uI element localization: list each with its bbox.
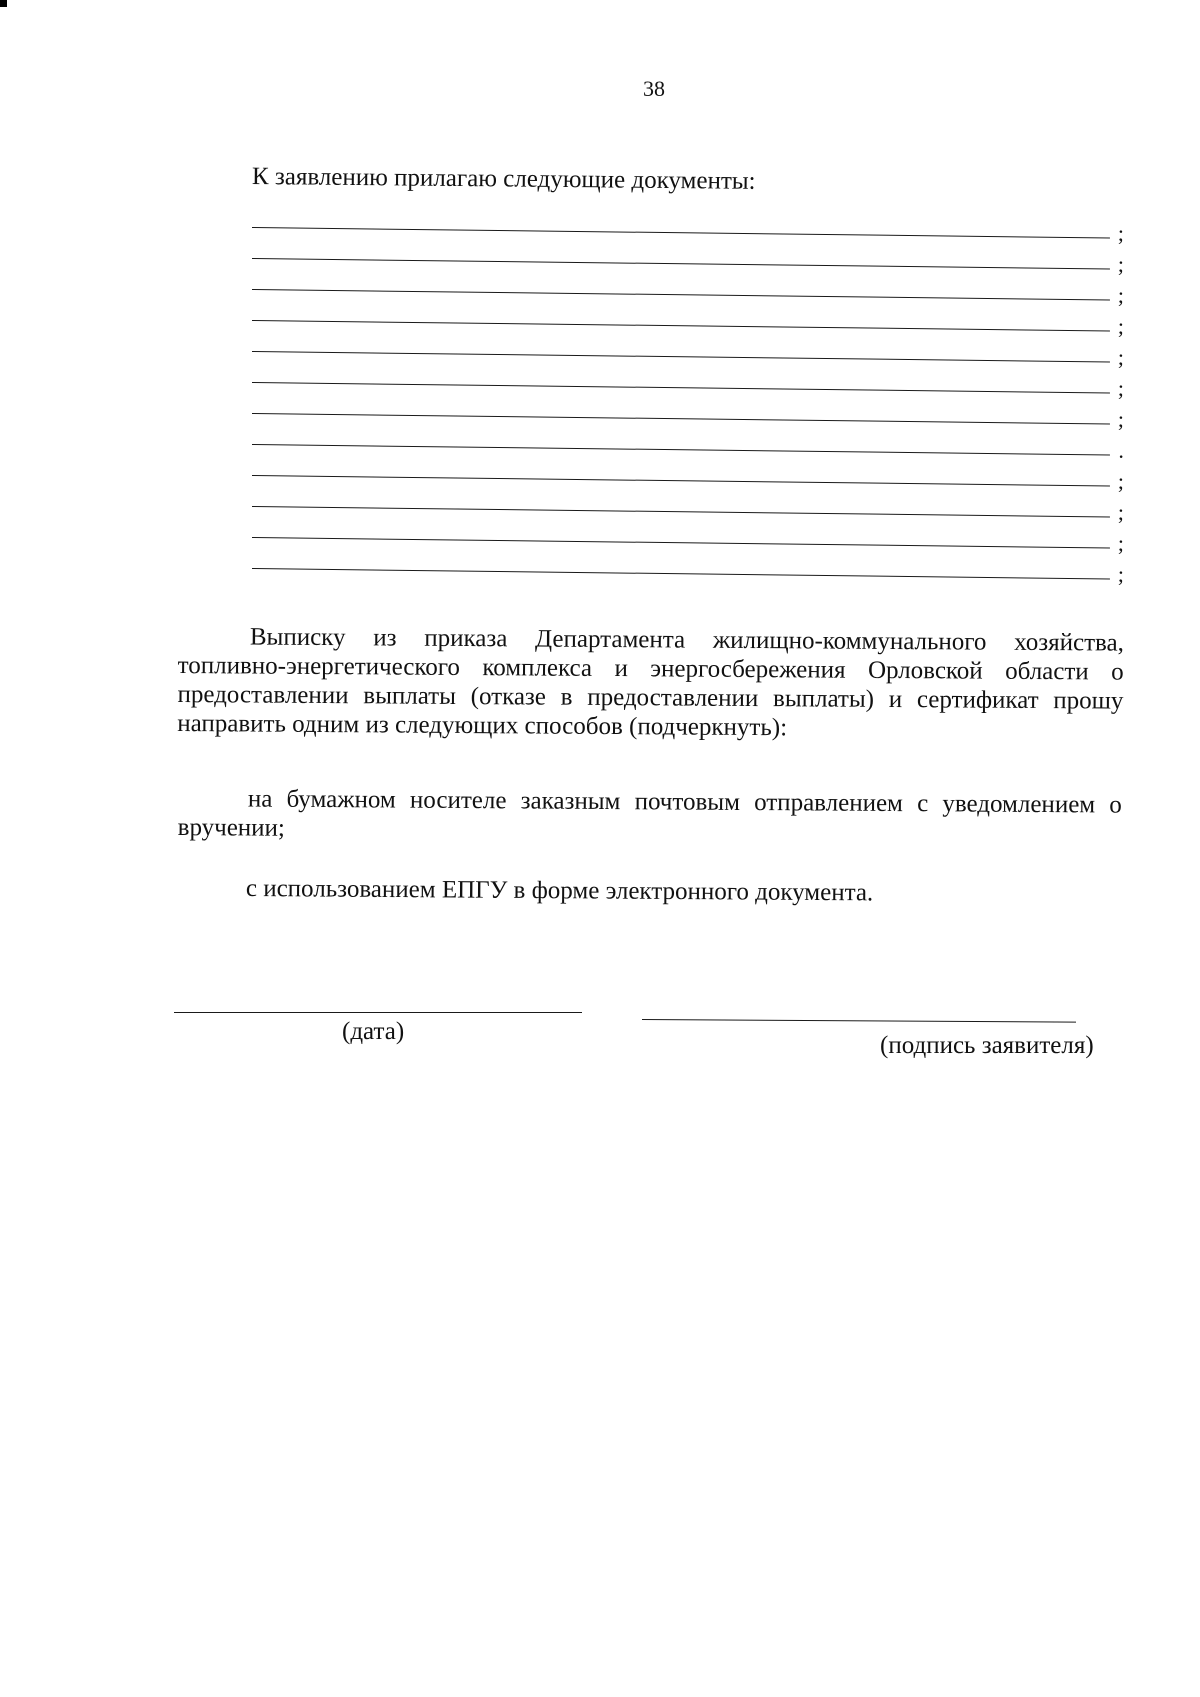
line-end-punctuation: ; — [1117, 344, 1125, 370]
blank-line-rule — [252, 475, 1110, 486]
line-end-punctuation: . — [1118, 437, 1125, 463]
blank-line-rule — [252, 227, 1110, 238]
attachment-blank-line — [252, 458, 1125, 494]
blank-line-rule — [252, 320, 1110, 331]
attachment-blank-line — [252, 551, 1125, 587]
line-end-punctuation: ; — [1117, 499, 1125, 525]
attachment-blank-line — [252, 272, 1125, 308]
attachment-blank-line — [252, 334, 1125, 370]
blank-line-rule — [252, 506, 1110, 517]
delivery-intro-paragraph: Выписку из приказа Департамента жилищно-коммунального хозяйства, топливно-энергетического комплекса и энергосбережения Орловской области о предоставлении выплаты (отказе в предоставлении выплаты) и сертификат прошу направить одним из следующих способов (подчеркнуть): — [177, 623, 1124, 742]
attachment-blank-line — [252, 365, 1125, 401]
blank-line-rule — [252, 413, 1110, 424]
line-end-punctuation: ; — [1117, 468, 1125, 494]
attachments-heading: К заявлению прилагаю следующие документы: — [251, 163, 756, 195]
page-number: 38 — [643, 76, 665, 101]
blank-line-rule — [252, 258, 1110, 269]
line-end-punctuation: ; — [1117, 530, 1125, 556]
signature-line — [642, 1019, 1076, 1023]
delivery-option-paper: на бумажном носителе заказным почтовым отправлением с уведомлением о вручении; — [177, 785, 1122, 842]
line-end-punctuation: ; — [1117, 561, 1125, 587]
blank-line-rule — [252, 289, 1110, 300]
blank-line-rule — [252, 351, 1110, 362]
line-end-punctuation: ; — [1117, 220, 1125, 246]
line-end-punctuation: ; — [1117, 282, 1125, 308]
line-end-punctuation: ; — [1117, 251, 1125, 277]
attachment-blank-line — [252, 427, 1125, 463]
date-line — [174, 1012, 582, 1013]
line-end-punctuation: ; — [1117, 375, 1125, 401]
blank-line-rule — [252, 568, 1110, 579]
attachment-blank-line — [252, 303, 1125, 339]
line-end-punctuation: ; — [1117, 406, 1125, 432]
attachment-blank-line — [252, 210, 1125, 246]
line-end-punctuation: ; — [1117, 313, 1125, 339]
scan-corner-mark — [0, 0, 7, 7]
blank-line-rule — [252, 537, 1110, 548]
blank-line-rule — [252, 444, 1110, 455]
date-label: (дата) — [342, 1018, 405, 1045]
attachment-blank-line — [252, 520, 1125, 556]
delivery-option-epgu: с использованием ЕПГУ в форме электронного документа. — [245, 875, 874, 907]
attachment-blank-line — [252, 396, 1125, 432]
attachment-blank-line — [252, 241, 1125, 277]
signature-label: (подпись заявителя) — [880, 1032, 1094, 1059]
blank-line-rule — [252, 382, 1110, 393]
attachment-blank-line — [252, 489, 1125, 525]
